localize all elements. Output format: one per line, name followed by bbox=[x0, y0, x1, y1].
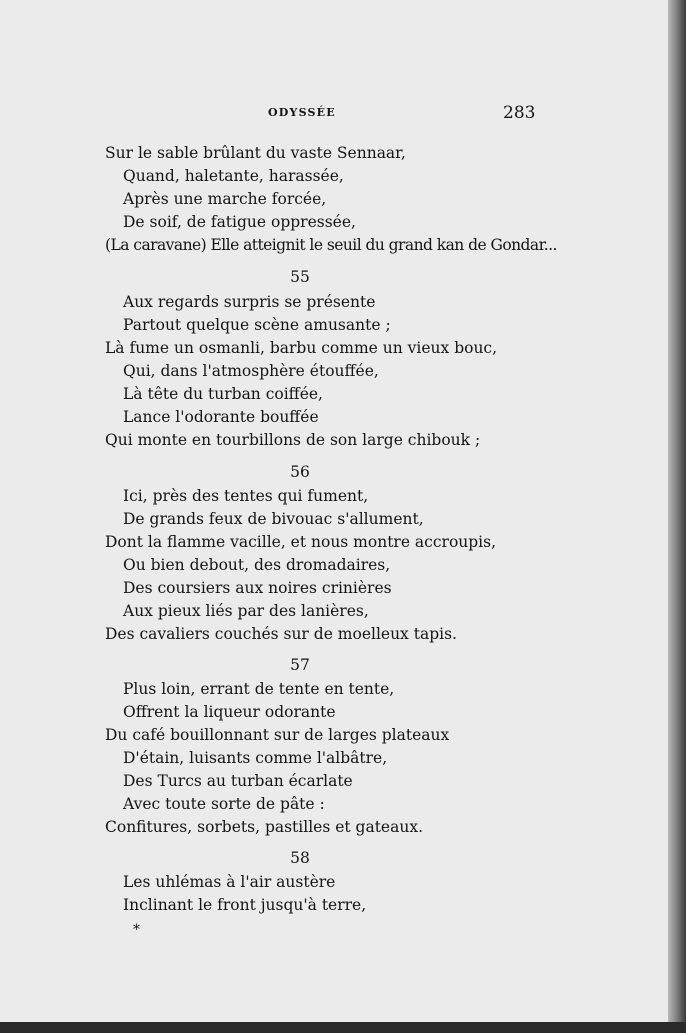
verse-line: Ici, près des tentes qui fument, bbox=[123, 487, 369, 505]
verse-line: (La caravane) Elle atteignit le seuil du grand kan de Gondar... bbox=[105, 236, 557, 254]
verse-line: Là fume un osmanli, barbu comme un vieux bouc, bbox=[105, 339, 498, 357]
verse-line: Avec toute sorte de pâte : bbox=[123, 795, 325, 813]
verse-line: Inclinant le front jusqu'à terre, bbox=[123, 896, 367, 914]
verse-line: Des cavaliers couchés sur de moelleux tapis. bbox=[105, 625, 457, 643]
stanza-number: 55 bbox=[290, 268, 310, 286]
verse-line: Aux pieux liés par des lanières, bbox=[123, 602, 369, 620]
stanza-number: 57 bbox=[290, 656, 310, 674]
verse-line: Qui monte en tourbillons de son large chibouk ; bbox=[105, 431, 481, 449]
verse-line: D'étain, luisants comme l'albâtre, bbox=[123, 749, 388, 767]
verse-line: Lance l'odorante bouffée bbox=[123, 408, 319, 426]
stanza-number: 56 bbox=[290, 463, 310, 481]
verse-line: Les uhlémas à l'air austère bbox=[123, 873, 336, 891]
verse-line: Confitures, sorbets, pastilles et gateaux. bbox=[105, 818, 423, 836]
verse-line: Sur le sable brûlant du vaste Sennaar, bbox=[105, 144, 406, 162]
verse-line: Aux regards surpris se présente bbox=[123, 293, 376, 311]
verse-line: Là tête du turban coiffée, bbox=[123, 385, 323, 403]
verse-line: Ou bien debout, des dromadaires, bbox=[123, 556, 391, 574]
verse-line: Qui, dans l'atmosphère étouffée, bbox=[123, 362, 379, 380]
stanza-number: 58 bbox=[290, 849, 310, 867]
verse-line: Plus loin, errant de tente en tente, bbox=[123, 680, 395, 698]
signature-mark: * bbox=[133, 922, 140, 938]
running-title: ODYSSÉE bbox=[268, 106, 336, 119]
verse-line: Des coursiers aux noires crinières bbox=[123, 579, 392, 597]
verse-line: Dont la flamme vacille, et nous montre accroupis, bbox=[105, 533, 497, 551]
verse-line: De soif, de fatigue oppressée, bbox=[123, 213, 356, 231]
verse-line: Partout quelque scène amusante ; bbox=[123, 316, 391, 334]
verse-line: Quand, haletante, harassée, bbox=[123, 167, 344, 185]
verse-line: Du café bouillonnant sur de larges plateaux bbox=[105, 726, 450, 744]
verse-line: De grands feux de bivouac s'allument, bbox=[123, 510, 424, 528]
verse-line: Après une marche forcée, bbox=[123, 190, 327, 208]
verse-line: Offrent la liqueur odorante bbox=[123, 703, 336, 721]
page-header bbox=[0, 103, 668, 127]
verse-line: Des Turcs au turban écarlate bbox=[123, 772, 353, 790]
page-edge bbox=[668, 0, 686, 1033]
scan-border bbox=[0, 1022, 686, 1033]
page-number: 283 bbox=[503, 103, 536, 123]
